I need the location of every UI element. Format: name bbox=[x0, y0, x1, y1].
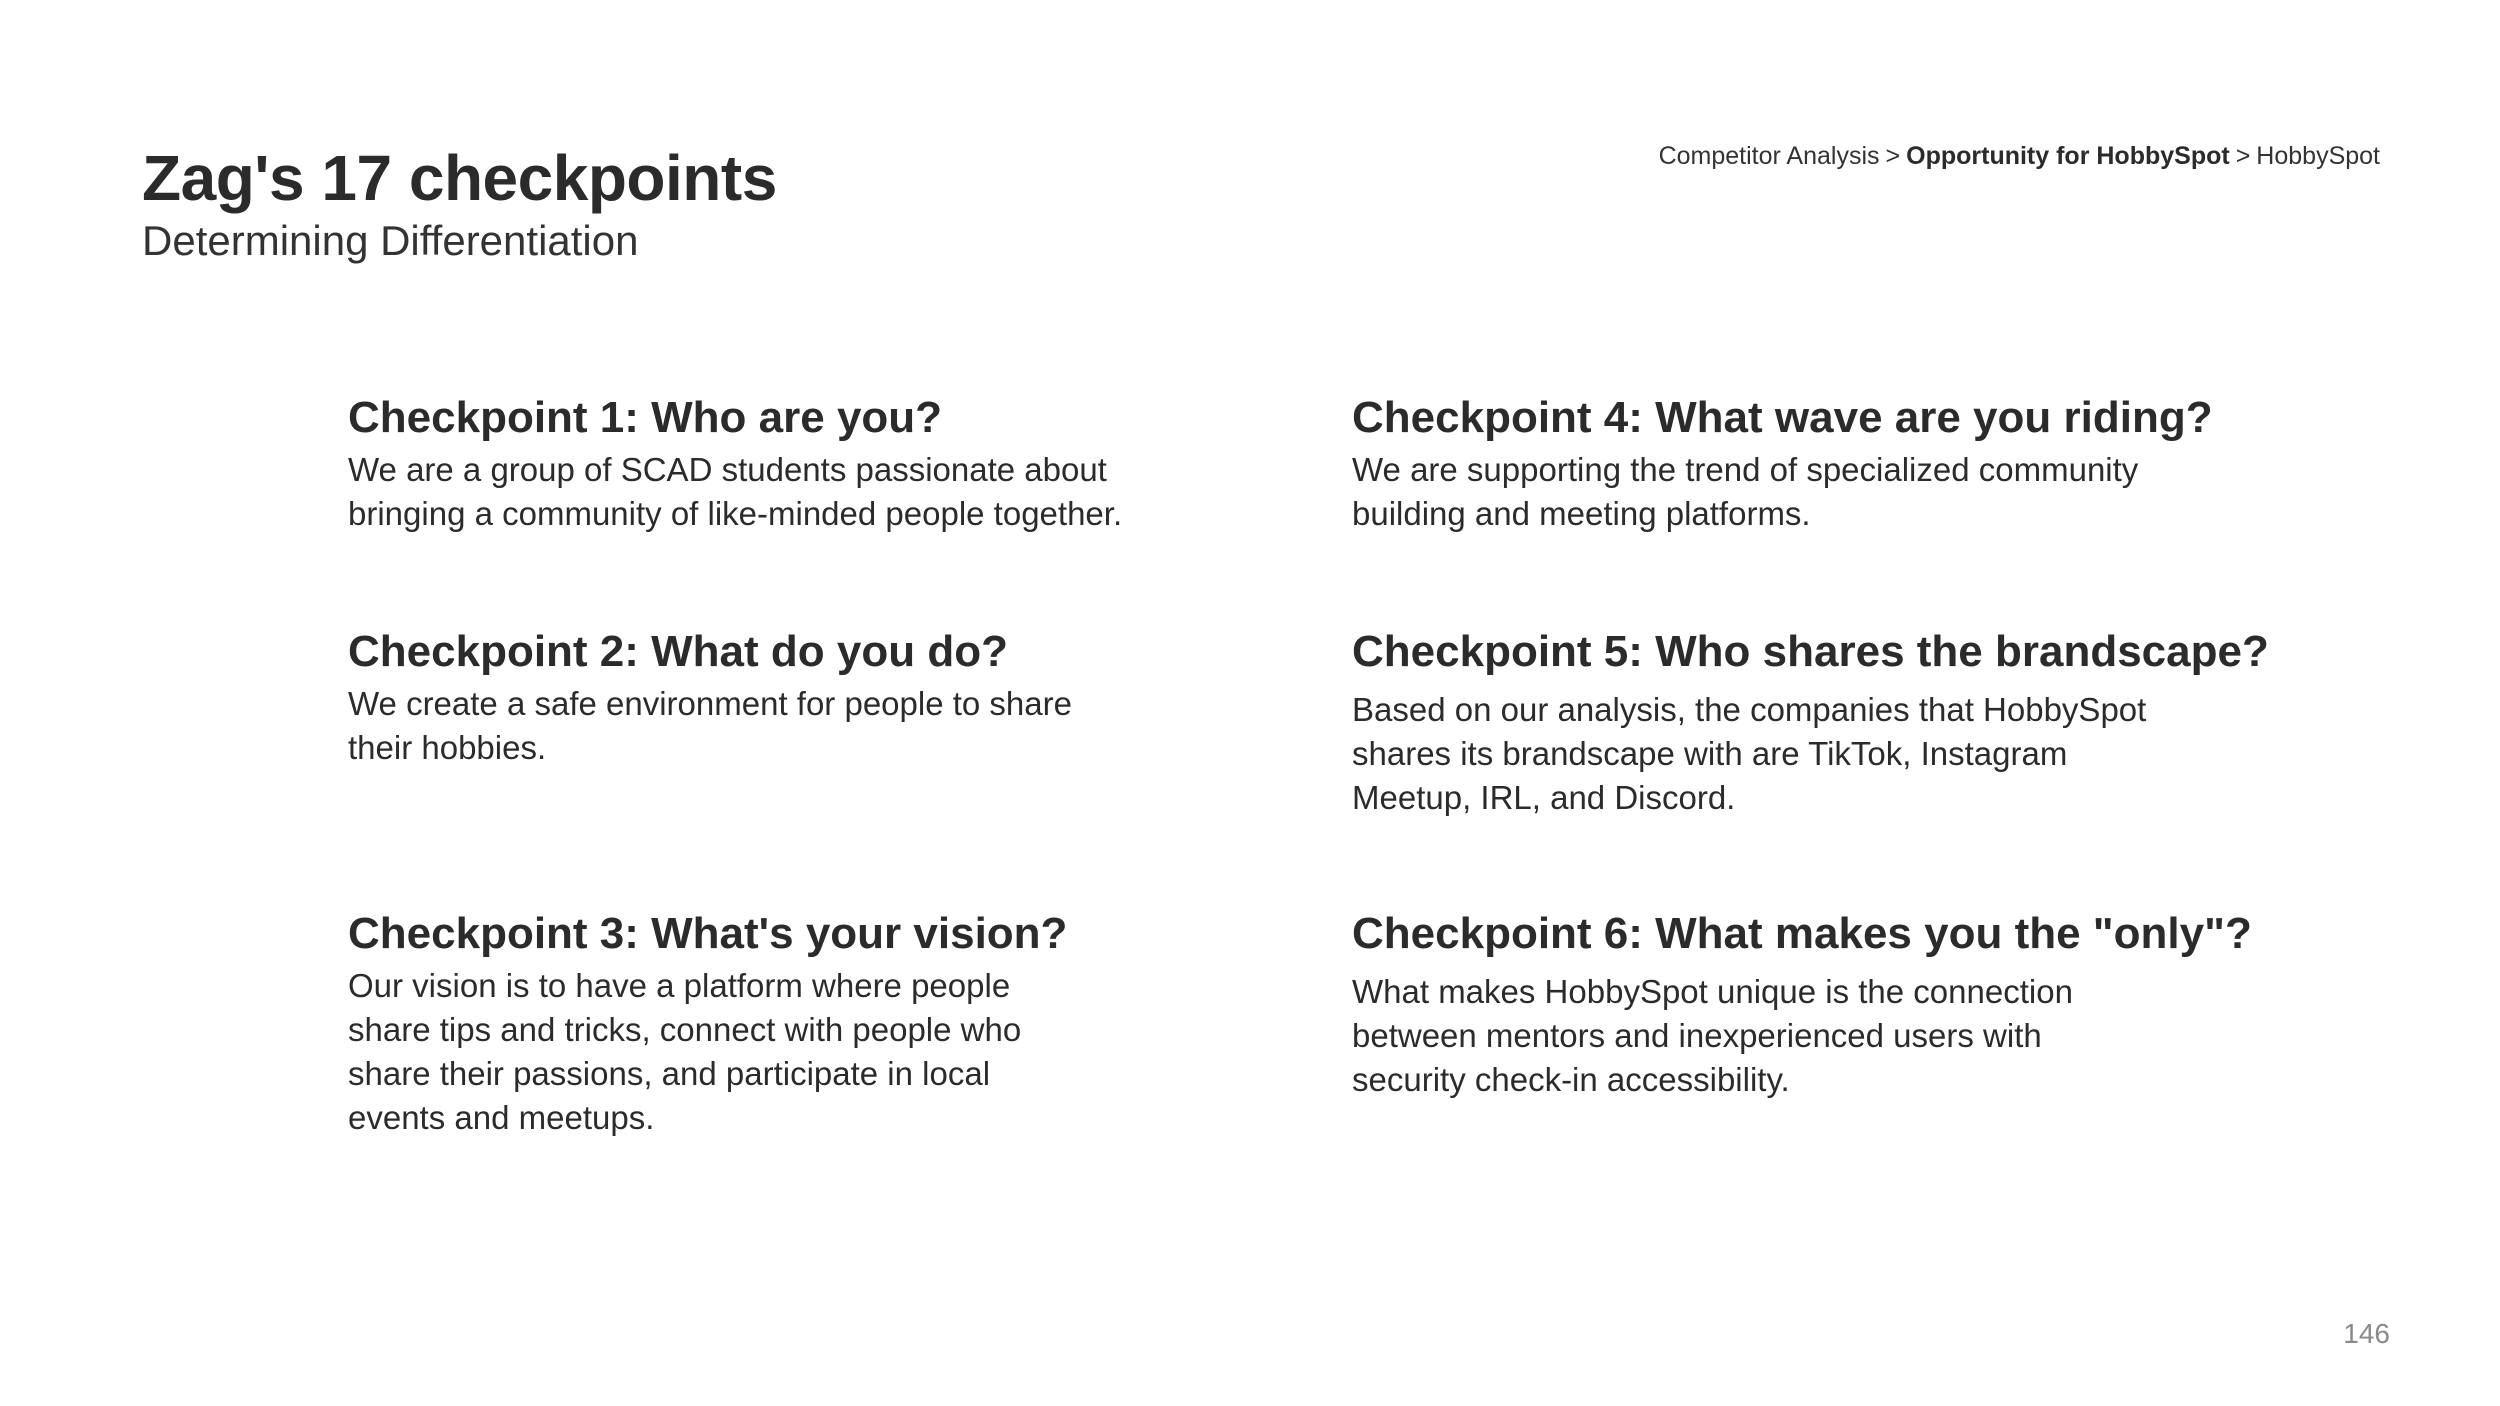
checkpoint-body: Our vision is to have a platform where people share tips and tricks, connect with people who share their passions, and participate in local events and meetups. bbox=[348, 967, 1022, 1136]
breadcrumb-separator: > bbox=[2235, 142, 2251, 170]
checkpoint-body: What makes HobbySpot unique is the connection between mentors and inexperienced users with security check-in accessibility. bbox=[1352, 973, 2073, 1098]
checkpoint-2 bbox=[348, 624, 1208, 770]
checkpoint-heading: Checkpoint 5: Who shares the brandscape? bbox=[1352, 627, 2269, 676]
breadcrumb bbox=[1659, 138, 2380, 174]
checkpoint-4 bbox=[1352, 390, 2212, 536]
checkpoint-body: Based on our analysis, the companies that HobbySpot shares its brandscape with are TikTok, Instagram Meetup, IRL, and Discord. bbox=[1352, 691, 2147, 816]
breadcrumb-item-hobbyspot[interactable]: HobbySpot bbox=[2256, 142, 2380, 170]
breadcrumb-separator: > bbox=[1885, 142, 1901, 170]
checkpoint-heading: Checkpoint 1: Who are you? bbox=[348, 393, 943, 442]
checkpoint-6 bbox=[1352, 906, 2252, 1102]
page-subtitle: Determining Differentiation bbox=[142, 217, 639, 264]
checkpoint-3 bbox=[348, 906, 1208, 1140]
checkpoint-5 bbox=[1352, 624, 2269, 820]
checkpoint-body: We are supporting the trend of specialized community building and meeting platforms. bbox=[1352, 451, 2139, 532]
checkpoint-heading: Checkpoint 3: What's your vision? bbox=[348, 909, 1068, 958]
checkpoint-body: We are a group of SCAD students passionate about bringing a community of like-minded people together. bbox=[348, 451, 1123, 532]
checkpoint-1 bbox=[348, 390, 1208, 536]
checkpoint-heading: Checkpoint 4: What wave are you riding? bbox=[1352, 393, 2213, 442]
checkpoint-body: We create a safe environment for people to share their hobbies. bbox=[348, 685, 1072, 766]
checkpoint-heading: Checkpoint 6: What makes you the "only"? bbox=[1352, 909, 2252, 958]
page-number: 146 bbox=[2343, 1318, 2390, 1349]
page-title: Zag's 17 checkpoints bbox=[142, 142, 777, 214]
breadcrumb-item-opportunity[interactable]: Opportunity for HobbySpot bbox=[1906, 142, 2230, 170]
breadcrumb-item-competitor-analysis[interactable]: Competitor Analysis bbox=[1658, 142, 1880, 170]
checkpoint-heading: Checkpoint 2: What do you do? bbox=[348, 627, 1008, 676]
